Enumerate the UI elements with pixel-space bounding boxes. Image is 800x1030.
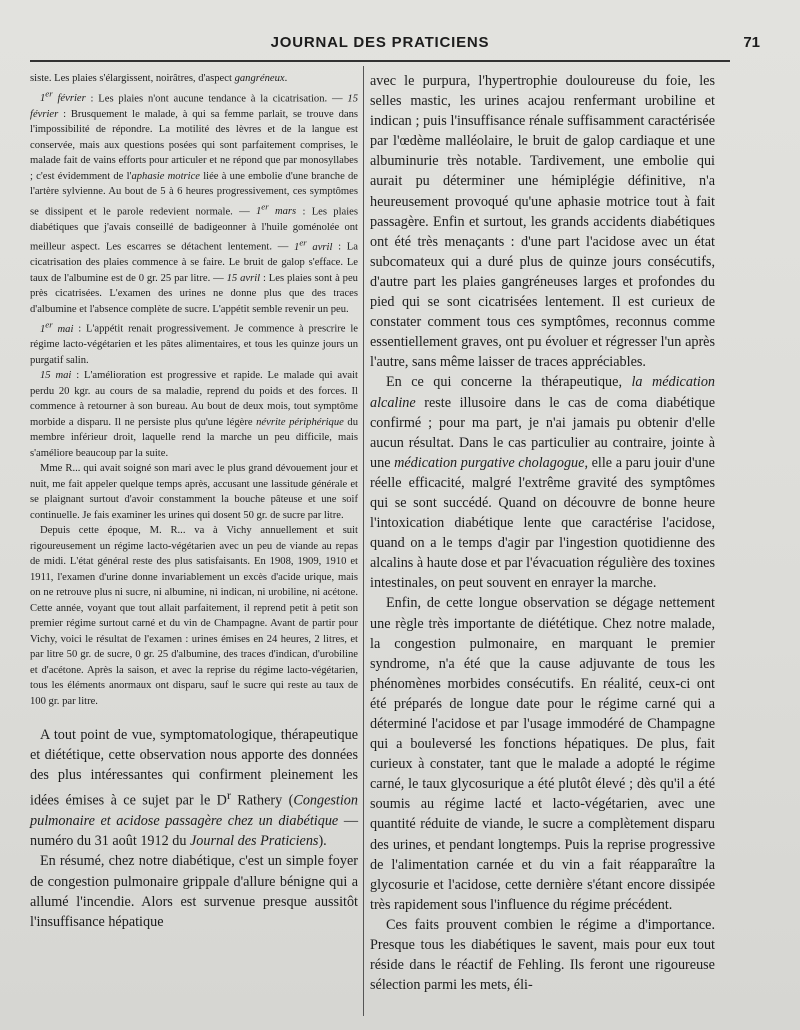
paragraph: Mme R... qui avait soigné son mari avec le plus grand dévouement jour et nuit, me fait appeler quelque temps après, accusant une lassitude générale et se plaignant surtout d'avoir constamment la bouche pâteuse et une soif continuelle. Je fais examiner les urines qui dosent 50 gr. de sucre par litre. [30,463,358,521]
paragraph: En résumé, chez notre diabétique, c'est un simple foyer de congestion pulmonaire grippale d'allure bénigne qui a allumé l'incendie. Alors est survenue presque aussitôt l'insuffisance hépatique [30,853,358,930]
paragraph: A tout point de vue, symptomatologique, thérapeutique et diététique, cette observation nous apporte des données des plus intéressantes qui confirment pleinement les idées émises à ce sujet par le $D^r$ Rathery (Congestion pulmonaire et acidose passagère chez un diabétique — numéro du 31 août 1912 du Journal des Praticiens). [30,727,358,850]
paragraph: avec le purpura, l'hypertrophie douloureuse du foie, les selles mastic, les urines acajou renfermant urobiline et indican ; puis l'insuffisance rénale suffisamment caractérisée par l'œdème malléolaire, le bruit de galop cardiaque et une albuminurie très notable. Tardivement, une embolie qui aurait pu déterminer une hémiplégie définitive, n'a heureusement provoqué qu'une aphasie motrice tout à fait passagère. Enfin et surtout, les grands accidents diabétiques ont été très menaçants : d'une part l'acidose avec un état subcomateux qui a duré plus de quinze jours consécutifs, d'autre part les plaies gangréneuses larges et profondes du pied qui se sont cicatrisées lentement. Il est curieux de constater comment tous ces symptômes, reconnus comme essentiellement graves, ont pu évoluer et régresser l'un après l'autre, sans même laisser de traces appréciables. [370,73,715,371]
paragraph: Enfin, de cette longue observation se dégage nettement une règle très importante de diététique. Chez notre malade, la congestion pulmonaire, en marquant le premier syndrome, n'a été que la cause adjuvante de tous les phénomènes morbides consécutifs. En réalité, ceux-ci ont été préparés de longue date pour le régime carné qui a déterminé l'acidose et par l'usage immodéré de Champagne qui a bouleversé les fonctions hépatiques. De plus, fait curieux à constater, tant que le malade a adopté le régime carné, le taux glycosurique a été plutôt élevé ; dès qu'il a été soumis au régime lacté et lacto-végétarien, avec une quantité réduite de viande, le sucre a complètement disparu des urines, et pendant longtemps. Puis la reprise progressive de l'alimentation carnée et du vin a fait réapparaître la glycosurie et l'acidose, cette dernière s'étant encore dissipée très rapidement sous l'influence du régime précédent. [370,595,715,913]
left-column [30,71,358,932]
paragraph: 15 mai : L'amélioration est progressive et rapide. Le malade qui avait perdu 20 kgr. au cours de sa maladie, reprend du poids et des forces. Il commence à retourner à son bureau. Au bout de deux mois, tout symptôme morbide a disparu. Il ne persiste plus qu'une légère névrite périphérique du membre inférieur droit, laquelle rend la marche un peu difficile, mais s'améliore beaucoup par la suite. [30,370,358,459]
column-divider [363,66,364,1016]
running-header [30,32,760,56]
paragraph: En ce qui concerne la thérapeutique, la médication alcaline reste illusoire dans le cas de coma diabétique confirmé ; pour ma part, je n'ai jamais pu obtenir d'elle aucun résultat. Dans le cas particulier au contraire, jointe à une médication purgative cholagogue, elle a paru jouir d'une réelle efficacité, malgré l'extrême gravité des symptômes qui se sont succédé. Quand on découvre de bonne heure l'intoxication diabétique lente que caractérise l'acidose, quand on a le temps d'agir par l'ingestion quotidienne des alcalins à haute dose et par l'évacuation régulière des toxines intestinales, on peut souvent en enrayer la marche. [370,374,716,592]
paragraph: 1er mai : L'appétit renait progressivement. Je commence à prescrire le régime lacto-végétarien et les pâtes alimentaires, et tous les quinze jours un purgatif salin. [30,319,358,366]
paragraph: siste. Les plaies s'élargissent, noirâtres, d'aspect gangréneux. [30,73,288,84]
paragraph: Ces faits prouvent combien le régime a d'importance. Presque tous les diabétiques le savent, mais pour eux tout réside dans le réactif de Fehling. Ils feront une rigoureuse sélection parmi les mets, éli- [370,916,715,994]
paragraph: Depuis cette époque, M. R... va à Vichy annuellement et suit rigoureusement un régime lacto-végétarien avec un peu de viande au repas de midi. L'état général reste des plus satisfaisants. En 1908, 1909, 1910 et 1911, l'examen d'urine donne invariablement un excès d'acide urique, mais on ne retrouve plus ni sucre, ni albumine, ni indican, ni urobiline, ni acétone. Cette année, voyant que tout allait parfaitement, il reprend petit à petit son premier régime surtout carné et du vin de Champagne. Avant de partir pour Vichy, voici le résultat de l'examen : urines émises en 24 heures, 2 litres, et par litre 50 gr. de sucre, 0 gr. 25 d'albumine, des traces d'indican, d'urobiline et d'acétone. Après la saison, et avec la reprise du régime lacto-végétarien, tous les éléments anormaux ont disparu, sauf le sucre qui reste au taux de 100 gr. par litre. [30,525,358,707]
right-column [370,71,715,995]
header-rule [30,60,730,62]
page-number: 71 [743,34,760,51]
journal-title: JOURNAL DES PRATICIENS [270,34,490,51]
paragraph: 1er février : Les plaies n'ont aucune tendance à la cicatrisation. — 15 février : Brusquement le malade, à qui sa femme parlait, se trouve dans l'impossibilité de répondre. La motilité des lèvres et de la langue est conservée, mais aux questions posées qui sont parfaitement comprises, le malade fait de vains efforts pour articuler et ne répond que par monosyllabes ; c'est évidemment de l'aphasie motrice liée à une embolie d'une branche de l'artère sylvienne. Au bout de 5 à 6 heures progressivement, ces symptômes se dissipent et le parole redevient normale. — 1er mars : Les plaies diabétiques que j'avais conseillé de badigeonner à l'huile goménolée ont meilleur aspect. Les escarres se détachent lentement. — 1er avril : La cicatrisation des plaies commence à se faire. Le bruit de galop s'efface. Le taux de l'albumine est de 0 gr. 25 par litre. — 15 avril : Les plaies sont à peu près cicatrisées. L'examen des urines ne donne plus que des traces d'albumine et l'absence complète de sucre. L'appétit semble revenir un peu. [30,88,358,315]
